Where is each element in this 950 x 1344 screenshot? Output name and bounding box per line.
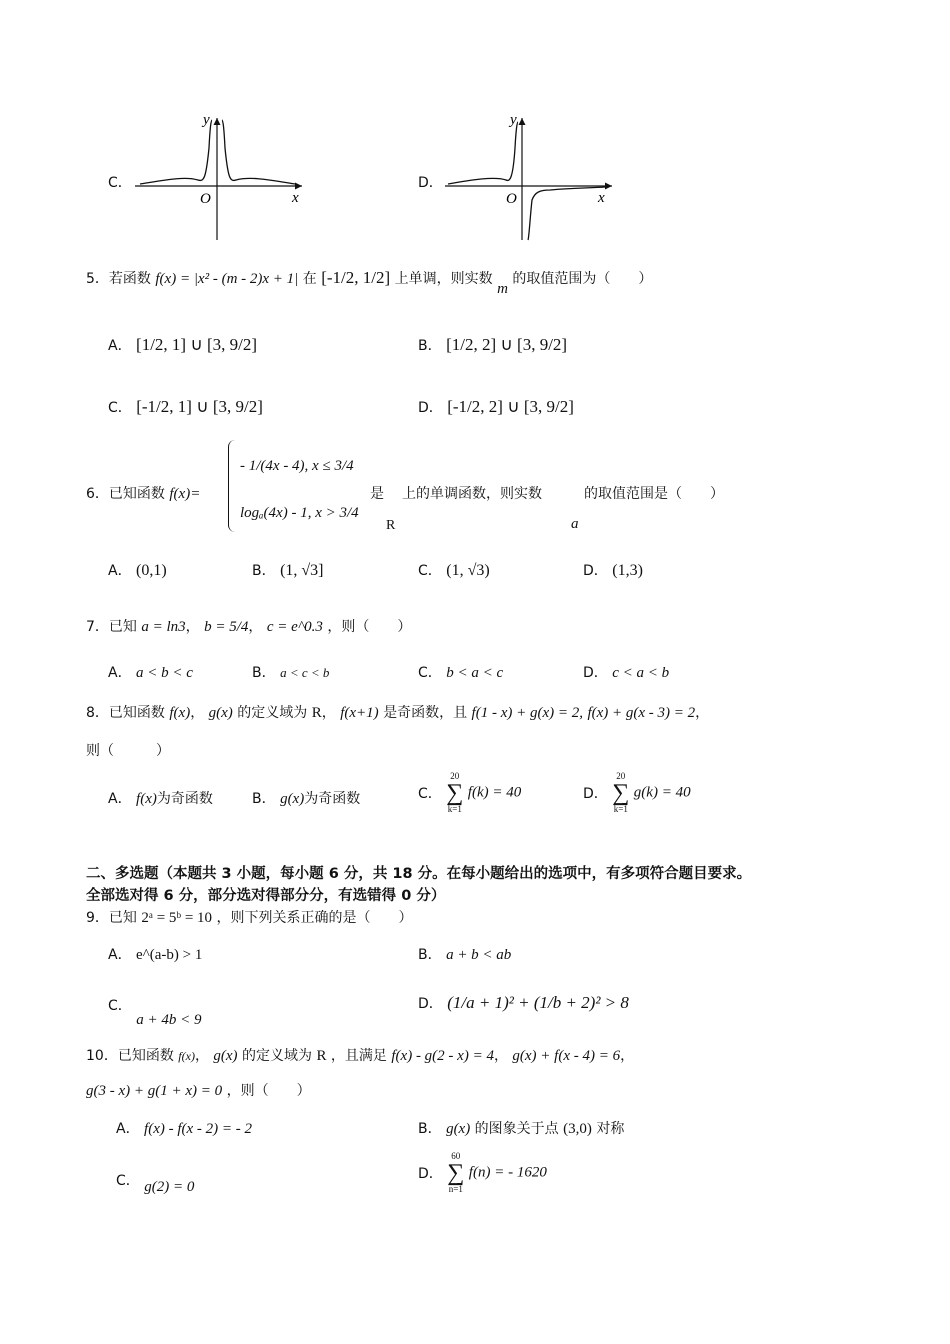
option-label: A． [108,791,132,807]
option-expr: g(x) [280,791,305,807]
option-tail1: 的图象关于点 [474,1121,559,1137]
option-expr: f(k) = 40 [467,784,522,801]
q8-eq1: f(1 - x) + g(x) = 2, [471,705,583,721]
q8-option-b[interactable] [252,788,360,808]
option-text: (1,3) [612,562,643,579]
option-expr: f(x) [136,791,157,807]
q5-option-a[interactable] [108,335,257,355]
q6-option-a[interactable] [108,560,167,580]
q6-prefix-wrap: 6．已知函数 f(x)= [86,486,201,502]
q5-suffix: 的取值范围为（ ） [512,271,653,287]
origin-label: O [506,191,517,207]
graph-d-label: D． [418,175,443,191]
option-text: (0,1) [136,562,167,579]
curve-left [448,122,518,184]
q8-fx1: f(x+1) [340,705,379,721]
sum-symbol: 60 ∑ n=1 [447,1151,465,1194]
q7-option-c[interactable] [418,662,503,682]
sum-symbol: 20 ∑ k=1 [446,771,464,814]
q8-option-d[interactable] [583,772,691,814]
option-expr: f(n) = - 1620 [468,1164,547,1181]
q8-f: f(x) [169,705,191,721]
option-label: D． [583,563,608,579]
q6-brace [228,440,235,532]
option-expr: g(x) [446,1121,471,1137]
option-label: D． [418,1166,443,1182]
q7-b: b = 5/4 [204,619,249,635]
q6-piece-2: logₐ(4x) - 1, x > 3/4 [240,505,359,521]
curve-right [528,187,605,240]
option-label: C． [108,400,132,416]
option-label: B． [418,338,442,354]
q7-option-d[interactable] [583,662,669,682]
graph-c [130,108,310,244]
sum-symbol: 20 ∑ k=1 [612,771,630,814]
q9-option-d[interactable] [418,993,629,1013]
option-text: [-1/2, 1] ∪ [3, 9/2] [136,397,263,416]
q7-option-a[interactable] [108,662,193,682]
option-tail: 为奇函数 [156,791,213,807]
q10-eq2: g(x) + f(x - 4) = 6 [512,1048,621,1064]
q7-c: c = e^0.3 [266,619,323,635]
option-label: A． [116,1121,140,1137]
q8-R: R [311,705,322,721]
q8-option-a[interactable] [108,788,213,808]
q5-var: m [497,281,508,297]
option-text: g(2) = 0 [144,1179,195,1195]
q6-prefix: 6．已知函数 [86,486,165,502]
q8-prefix: 8．已知函数 [86,705,165,721]
option-tail2: 对称 [596,1121,625,1137]
sum-bottom: n=1 [448,1184,463,1194]
option-label: C． [108,998,132,1014]
option-label: B． [252,563,276,579]
q10-suffix: ，则（ ） [226,1083,311,1099]
x-label: x [292,190,299,206]
q7-a: a = ln3 [141,619,186,635]
q5-prefix: 5．若函数 [86,271,151,287]
q8-odd: 是奇函数，且 [383,705,468,721]
option-label: A． [108,947,132,963]
q6-var: a [571,516,579,532]
q10-g: g(x) [213,1048,238,1064]
q7-prefix: 7．已知 [86,619,137,635]
q5-option-d[interactable] [418,397,574,417]
q9-eq: 2ᵃ = 5ᵇ = 10 [141,910,213,926]
curve-right [222,120,295,184]
q10-domain: 的定义域为 [242,1048,312,1064]
option-expr: g(k) = 40 [633,784,691,801]
q10-option-b[interactable] [418,1118,624,1138]
q9-option-a[interactable] [108,944,202,964]
sum-top: 60 [451,1151,461,1161]
q10-sep: ， [194,1048,209,1064]
option-text: a < b < c [136,665,193,681]
q5-func: f(x) = |x² - (m - 2)x + 1| [155,271,299,287]
option-label: C． [116,1173,140,1189]
q10-prefix: 10．已知函数 [86,1048,174,1064]
y-label: y [510,112,517,128]
option-text: [1/2, 1] ∪ [3, 9/2] [136,335,258,354]
option-tail: 为奇函数 [304,791,361,807]
q7-suffix: ，则（ ） [327,619,412,635]
option-label: D． [418,996,443,1012]
q8-option-c[interactable] [418,772,521,814]
q10-cond: ，且满足 [330,1048,387,1064]
q10-option-c[interactable] [116,1170,195,1195]
option-label: D． [583,786,608,802]
q10-eq1: f(x) - g(2 - x) = 4 [391,1048,494,1064]
option-text: f(x) - f(x - 2) = - 2 [144,1121,253,1137]
option-text: b < a < c [446,665,504,681]
q6-R: R [386,518,396,533]
q6-option-c[interactable] [418,560,490,580]
option-text: e^(a-b) > 1 [136,947,203,963]
q9-option-c[interactable] [108,995,202,1028]
option-text: (1, √3] [280,562,324,579]
option-text: a < c < b [280,665,330,680]
option-text: (1, √3) [446,562,490,579]
x-label: x [598,190,605,206]
option-text: [-1/2, 2] ∪ [3, 9/2] [447,397,574,416]
option-point: (3,0) [563,1121,592,1137]
q8-domain: 的定义域为 [237,705,308,721]
option-label: B． [418,947,442,963]
section2-line1: 二、多选题（本题共 3 小题，每小题 6 分，共 18 分。在每小题给出的选项中，有多项符合题目要求。 [86,866,752,882]
origin-label: O [200,191,211,207]
option-label: A． [108,665,132,681]
graph-d [440,108,620,244]
y-label: y [203,112,210,128]
q6-suffix: 的取值范围是（ ） [584,486,724,502]
q5-mid: 上单调，则实数 [394,271,493,287]
q6-option-b[interactable] [252,560,324,580]
q5-interval: [-1/2, 1/2] [321,268,391,287]
option-label: D． [418,400,443,416]
option-label: B． [252,791,276,807]
q10-option-d[interactable] [418,1152,547,1194]
q8-line2: 则（ ） [86,743,170,759]
option-label: D． [583,665,608,681]
graph-c-label: C． [108,175,132,191]
option-label: C． [418,563,442,579]
q5-in: 在 [302,271,317,287]
q9-option-b[interactable] [418,944,511,964]
q9-suffix: ，则下列关系正确的是（ ） [216,910,413,926]
q10-line2 [86,1080,311,1100]
q10-eq3: g(3 - x) + g(1 + x) = 0 [86,1083,223,1099]
q8-eq2: f(x) + g(x - 3) = 2 [587,705,696,721]
q6-piece-1: - 1/(4x - 4), x ≤ 3/4 [240,458,354,474]
q5-option-c[interactable] [108,397,263,417]
sum-bottom: k=1 [613,804,628,814]
q6-option-d[interactable] [583,560,643,580]
q9-prefix: 9．已知 [86,910,137,926]
q6-is: 是 [370,486,384,502]
q5-option-b[interactable] [418,335,567,355]
question-7: 7．已知 a = ln3， b = 5/4， c = e^0.3 ，则（ ） [86,619,412,635]
option-label: B． [252,665,276,681]
option-label: A． [108,338,132,354]
option-label: C． [418,665,442,681]
q6-mid: 上的单调函数，则实数 [402,486,542,502]
question-5 [86,268,653,297]
sum-bottom: k=1 [447,804,462,814]
option-label: C． [418,786,442,802]
sum-top: 20 [450,771,460,781]
q10-R: R [316,1048,327,1064]
q10-f: f(x) [178,1049,195,1063]
option-text: c < a < b [612,665,670,681]
question-8: 8．已知函数 f(x)， g(x) 的定义域为 R， f(x+1) 是奇函数，且 f(1 - x) + g(x) = 2, f(x) + g(x - 3) = 2， [86,705,710,721]
option-text: (1/a + 1)² + (1/b + 2)² > 8 [447,993,629,1012]
question-10: 10．已知函数 f(x)， g(x) 的定义域为 R ，且满足 f(x) - g(2 - x) = 4， g(x) + f(x - 4) = 6， [86,1048,635,1064]
option-text: a + b < ab [446,947,512,963]
sum-top: 20 [616,771,626,781]
q10-option-a[interactable] [116,1118,252,1138]
option-label: A． [108,563,132,579]
section2-line2: 全部选对得 6 分，部分选对得部分分，有选错得 0 分） [86,888,446,904]
option-text: a + 4b < 9 [136,1012,202,1028]
option-text: [1/2, 2] ∪ [3, 9/2] [446,335,568,354]
q7-option-b[interactable] [252,662,329,682]
question-9 [86,907,413,927]
q8-g: g(x) [208,705,233,721]
option-label: B． [418,1121,442,1137]
curve-left [140,120,212,184]
